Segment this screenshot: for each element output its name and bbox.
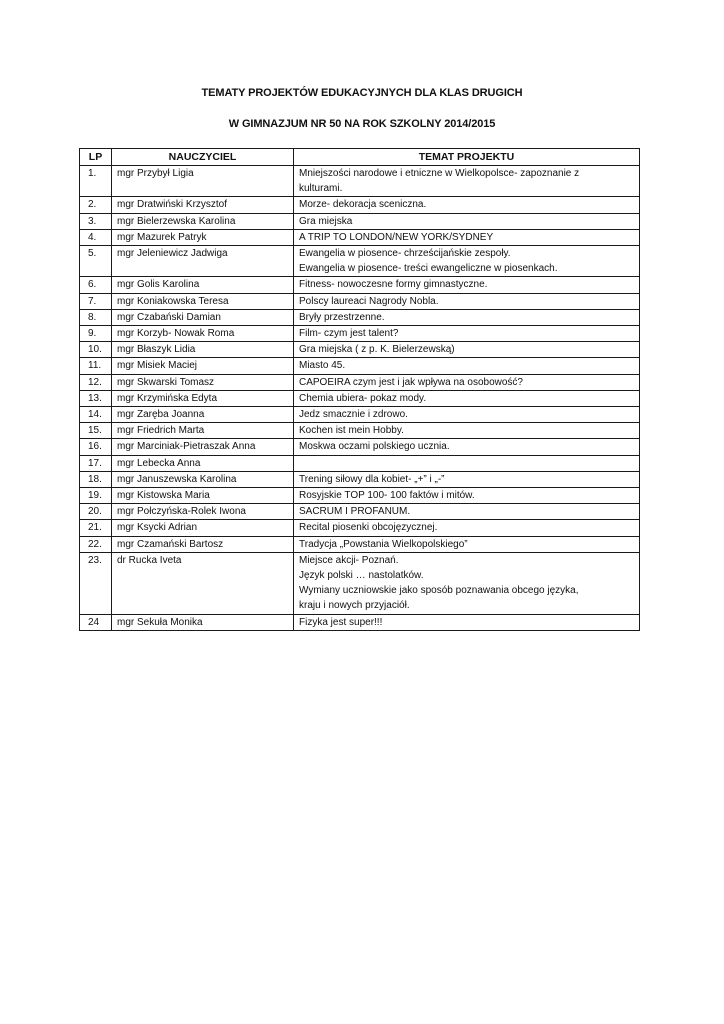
- topic-line: Gra miejska ( z p. K. Bielerzewską): [299, 344, 455, 356]
- topic-line: Fizyka jest super!!!: [299, 616, 383, 628]
- row-number: 7.: [80, 293, 112, 309]
- table-row: [80, 197, 640, 213]
- row-number: 13.: [80, 390, 112, 406]
- table-row: [80, 229, 640, 245]
- project-topic: [294, 471, 640, 487]
- row-number: 24: [80, 614, 112, 630]
- project-topic: [294, 439, 640, 455]
- project-topic: [294, 407, 640, 423]
- row-number: 8.: [80, 309, 112, 325]
- projects-table: [79, 148, 640, 631]
- project-topic: [294, 213, 640, 229]
- teacher-name: mgr Friedrich Marta: [112, 423, 294, 439]
- project-topic: [294, 455, 640, 471]
- document-title: TEMATY PROJEKTÓW EDUKACYJNYCH DLA KLAS DRUGICH: [201, 87, 523, 99]
- project-topic: [294, 277, 640, 293]
- table-row: [80, 407, 640, 423]
- topic-line: Recital piosenki obcojęzycznej.: [299, 522, 438, 534]
- table-body: [80, 166, 640, 631]
- table-row: [80, 520, 640, 536]
- topic-line: kulturami.: [299, 183, 343, 195]
- teacher-name: dr Rucka Iveta: [112, 552, 294, 614]
- topic-line: Trening siłowy dla kobiet- „+” i „-”: [299, 473, 445, 485]
- project-topic: [294, 293, 640, 309]
- table-row: [80, 166, 640, 197]
- topic-line: Fitness- nowoczesne formy gimnastyczne.: [299, 279, 488, 291]
- row-number: 5.: [80, 246, 112, 277]
- topic-line: Ewangelia w piosence- chrześcijańskie zespoły.: [299, 248, 511, 260]
- row-number: 2.: [80, 197, 112, 213]
- teacher-name: mgr Ksycki Adrian: [112, 520, 294, 536]
- row-number: 16.: [80, 439, 112, 455]
- teacher-name: mgr Przybył Ligia: [112, 166, 294, 197]
- table-row: [80, 374, 640, 390]
- project-topic: [294, 197, 640, 213]
- table-row: [80, 455, 640, 471]
- project-topic: [294, 552, 640, 614]
- table-row: [80, 326, 640, 342]
- table-row: [80, 213, 640, 229]
- project-topic: [294, 342, 640, 358]
- row-number: 12.: [80, 374, 112, 390]
- teacher-name: mgr Krzymińska Edyta: [112, 390, 294, 406]
- row-number: 17.: [80, 455, 112, 471]
- project-topic: [294, 536, 640, 552]
- teacher-name: mgr Koniakowska Teresa: [112, 293, 294, 309]
- row-number: 3.: [80, 213, 112, 229]
- topic-line: Ewangelia w piosence- treści ewangeliczne w piosenkach.: [299, 263, 558, 275]
- teacher-name: mgr Korzyb- Nowak Roma: [112, 326, 294, 342]
- topic-line: Język polski … nastolatków.: [299, 570, 424, 582]
- table-row: [80, 358, 640, 374]
- topic-line: Moskwa oczami polskiego ucznia.: [299, 441, 450, 453]
- topic-line: Tradycja „Powstania Wielkopolskiego”: [299, 538, 468, 550]
- table-row: [80, 439, 640, 455]
- topic-line: Jedz smacznie i zdrowo.: [299, 409, 408, 421]
- project-topic: [294, 390, 640, 406]
- project-topic: [294, 423, 640, 439]
- table-row: [80, 536, 640, 552]
- topic-line: Film- czym jest talent?: [299, 328, 399, 340]
- row-number: 15.: [80, 423, 112, 439]
- header-topic: TEMAT PROJEKTU: [294, 149, 640, 166]
- row-number: 11.: [80, 358, 112, 374]
- topic-line: Rosyjskie TOP 100- 100 faktów i mitów.: [299, 490, 475, 502]
- topic-line: Miejsce akcji- Poznań.: [299, 554, 399, 566]
- teacher-name: mgr Skwarski Tomasz: [112, 374, 294, 390]
- topic-line: Mniejszości narodowe i etniczne w Wielkopolsce- zapoznanie z: [299, 168, 580, 179]
- teacher-name: mgr Golis Karolina: [112, 277, 294, 293]
- project-topic: [294, 326, 640, 342]
- teacher-name: mgr Zaręba Joanna: [112, 407, 294, 423]
- header-teacher: NAUCZYCIEL: [112, 149, 294, 166]
- topic-line: Wymiany uczniowskie jako sposób poznawania obcego języka,: [299, 585, 579, 597]
- project-topic: [294, 520, 640, 536]
- teacher-name: mgr Dratwiński Krzysztof: [112, 197, 294, 213]
- row-number: 22.: [80, 536, 112, 552]
- table-row: [80, 552, 640, 614]
- table-header: [80, 149, 640, 166]
- teacher-name: mgr Błaszyk Lidia: [112, 342, 294, 358]
- topic-line: SACRUM I PROFANUM.: [299, 506, 411, 518]
- topic-line: A TRIP TO LONDON/NEW YORK/SYDNEY: [299, 231, 494, 243]
- project-topic: [294, 504, 640, 520]
- topic-line: [299, 456, 635, 471]
- row-number: 4.: [80, 229, 112, 245]
- project-topic: [294, 358, 640, 374]
- teacher-name: mgr Połczyńska-Rolek Iwona: [112, 504, 294, 520]
- teacher-name: mgr Marciniak-Pietraszak Anna: [112, 439, 294, 455]
- row-number: 19.: [80, 488, 112, 504]
- header-row: [80, 149, 640, 166]
- row-number: 14.: [80, 407, 112, 423]
- topic-line: Gra miejska: [299, 215, 353, 227]
- project-topic: [294, 166, 640, 197]
- table-row: [80, 614, 640, 630]
- row-number: 21.: [80, 520, 112, 536]
- topic-line: Morze- dekoracja sceniczna.: [299, 199, 427, 211]
- topic-line: Bryły przestrzenne.: [299, 311, 385, 323]
- header-lp: LP: [80, 149, 112, 166]
- table-row: [80, 246, 640, 277]
- project-topic: [294, 309, 640, 325]
- project-topic: [294, 614, 640, 630]
- teacher-name: mgr Kistowska Maria: [112, 488, 294, 504]
- teacher-name: mgr Lebecka Anna: [112, 455, 294, 471]
- teacher-name: mgr Misiek Maciej: [112, 358, 294, 374]
- teacher-name: mgr Mazurek Patryk: [112, 229, 294, 245]
- topic-line: kraju i nowych przyjaciół.: [299, 600, 410, 612]
- table-row: [80, 293, 640, 309]
- table-row: [80, 390, 640, 406]
- teacher-name: mgr Czabański Damian: [112, 309, 294, 325]
- project-topic: [294, 229, 640, 245]
- table-row: [80, 504, 640, 520]
- table-row: [80, 423, 640, 439]
- table-row: [80, 488, 640, 504]
- table-row: [80, 309, 640, 325]
- row-number: 20.: [80, 504, 112, 520]
- table-row: [80, 471, 640, 487]
- row-number: 1.: [80, 166, 112, 197]
- topic-line: CAPOEIRA czym jest i jak wpływa na osobowość?: [299, 376, 523, 388]
- row-number: 10.: [80, 342, 112, 358]
- table-row: [80, 342, 640, 358]
- project-topic: [294, 374, 640, 390]
- project-topic: [294, 246, 640, 277]
- teacher-name: mgr Czamański Bartosz: [112, 536, 294, 552]
- row-number: 18.: [80, 471, 112, 487]
- row-number: 9.: [80, 326, 112, 342]
- topic-line: Polscy laureaci Nagrody Nobla.: [299, 295, 439, 307]
- teacher-name: mgr Januszewska Karolina: [112, 471, 294, 487]
- row-number: 6.: [80, 277, 112, 293]
- project-topic: [294, 488, 640, 504]
- topic-line: Miasto 45.: [299, 360, 346, 372]
- teacher-name: mgr Jeleniewicz Jadwiga: [112, 246, 294, 277]
- table-row: [80, 277, 640, 293]
- teacher-name: mgr Sekuła Monika: [112, 614, 294, 630]
- topic-line: Kochen ist mein Hobby.: [299, 425, 404, 437]
- document-subtitle: W GIMNAZJUM NR 50 NA ROK SZKOLNY 2014/2015: [228, 118, 496, 130]
- row-number: 23.: [80, 552, 112, 614]
- topic-line: Chemia ubiera- pokaz mody.: [299, 392, 427, 404]
- teacher-name: mgr Bielerzewska Karolina: [112, 213, 294, 229]
